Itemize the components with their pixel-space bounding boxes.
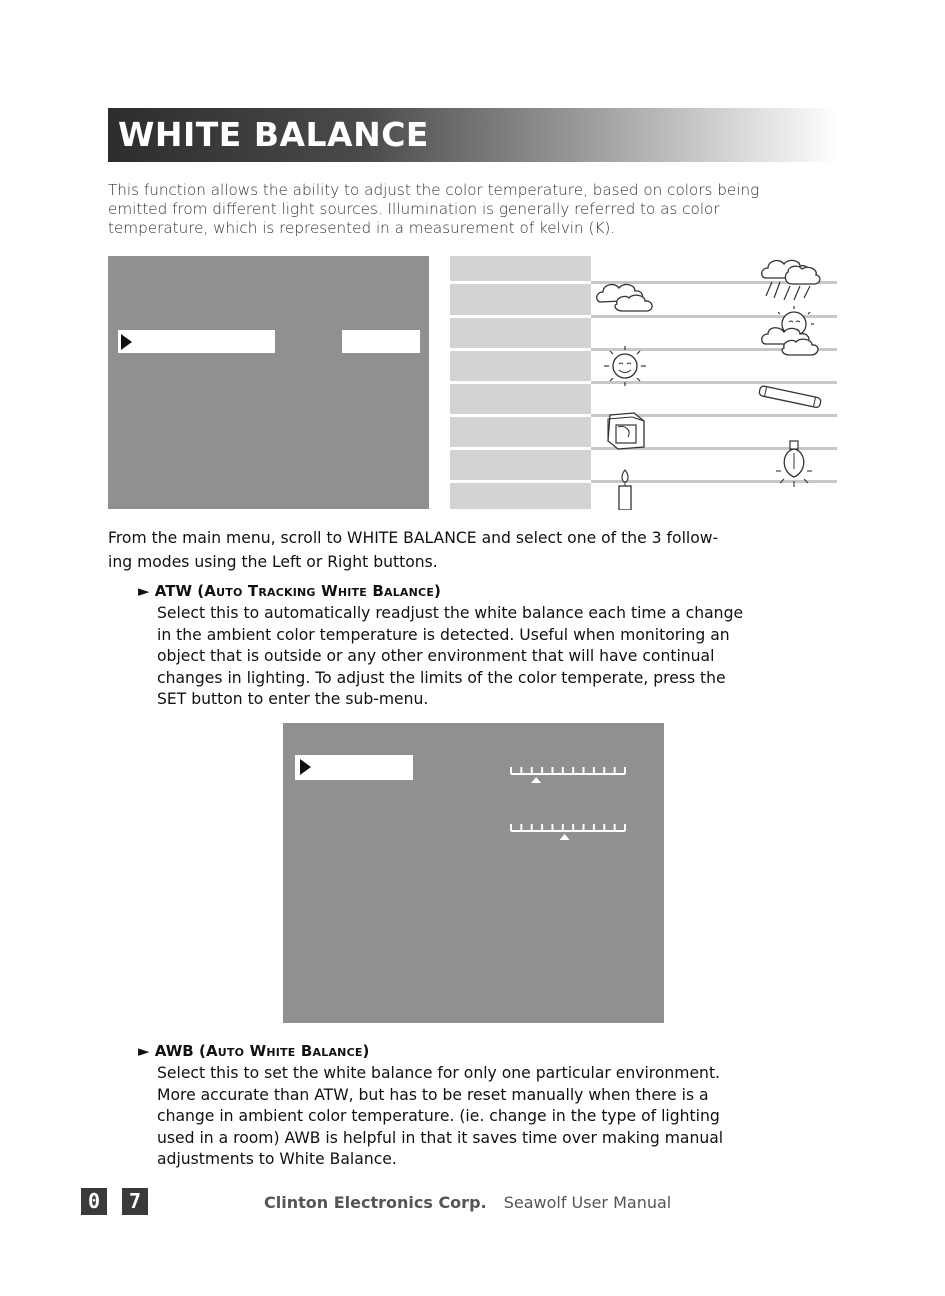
temp-cell: [450, 450, 591, 480]
atw-heading: [138, 582, 838, 600]
page-title-bar: [108, 108, 838, 162]
limit-slider: [511, 824, 625, 840]
mode-name: AWB: [154, 1042, 194, 1060]
page-title: WHITE BALANCE: [118, 115, 429, 154]
desc-line: Select this to automatically readjust the white balance each time a change: [157, 604, 744, 622]
temp-cell: [450, 351, 591, 381]
light-bulb-icon: [774, 439, 814, 491]
mode-subtitle: (Auto Tracking White Balance): [197, 582, 442, 600]
desc-line: object that is outside or any other environment that will have continual: [157, 647, 715, 666]
sun-cloud-icon: [758, 304, 828, 362]
company-name: Clinton Electronics Corp.: [264, 1193, 487, 1212]
fluorescent-tube-icon: [755, 384, 827, 410]
desc-line: SET button to enter the sub-menu.: [157, 690, 429, 709]
cloud-icon: [595, 280, 657, 314]
bullet-arrow-icon: ►: [138, 1042, 150, 1060]
atw-mode-section: [138, 582, 838, 711]
instruction-line: ing modes using the Left or Right buttons.: [108, 553, 438, 571]
page-number-digit: 7: [122, 1188, 148, 1215]
temp-cell: [450, 256, 591, 281]
desc-line: changes in lighting. To adjust the limits of the color temperate, press the: [157, 668, 726, 687]
slider-marker-icon: [560, 834, 570, 840]
bullet-arrow-icon: ►: [138, 582, 150, 600]
desc-line: Select this to set the white balance for only one particular environment.: [157, 1064, 721, 1082]
awb-mode-section: [138, 1042, 838, 1171]
instruction-line: From the main menu, scroll to WHITE BALANCE and select one of the 3 follow-: [108, 529, 719, 547]
page-number-digit: 0: [81, 1188, 107, 1215]
limit-sliders: [283, 723, 664, 1023]
osd-selected-row: [118, 330, 275, 353]
osd-menu-screen: [108, 256, 429, 509]
osd-value-box: [342, 330, 420, 353]
desc-line: in the ambient color temperature is detected. Useful when monitoring an: [157, 625, 730, 644]
desc-line: adjustments to White Balance.: [157, 1150, 397, 1169]
manual-name: Seawolf User Manual: [503, 1193, 672, 1212]
temp-cell: [450, 384, 591, 414]
awb-heading: [138, 1042, 838, 1060]
desc-line: More accurate than ATW, but has to be reset manually when there is a: [157, 1085, 709, 1104]
slider-marker-icon: [531, 777, 541, 783]
mode-subtitle: (Auto White Balance): [198, 1042, 370, 1060]
limit-slider: [511, 767, 625, 783]
desc-line: used in a room) AWB is helpful in that it saves time over making manual: [157, 1128, 724, 1147]
color-temperature-chart: [450, 256, 837, 509]
candle-icon: [616, 468, 634, 510]
temp-cell: [450, 318, 591, 348]
atw-submenu-screen: [283, 723, 664, 1023]
desc-line: change in ambient color temperature. (ie. change in the type of lighting: [157, 1107, 720, 1126]
intro-line: emitted from different light sources. Illumination is generally referred to as color: [108, 200, 720, 218]
atw-description: [157, 603, 838, 711]
intro-line: This function allows the ability to adjust the color temperature, based on colors being: [108, 181, 760, 199]
mode-name: ATW: [154, 582, 193, 600]
temp-cell: [450, 417, 591, 447]
intro-line: temperature, which is represented in a measurement of kelvin (K).: [108, 219, 616, 237]
lamp-icon: [604, 411, 648, 453]
rain-cloud-icon: [758, 256, 828, 300]
footer-text: [264, 1193, 671, 1212]
intro-paragraph: [108, 181, 828, 238]
instruction-paragraph: [108, 526, 833, 574]
awb-description: [157, 1063, 838, 1171]
temp-cell: [450, 284, 591, 315]
sun-icon: [600, 344, 650, 388]
temp-cell: [450, 483, 591, 509]
selection-arrow-icon: [121, 334, 132, 350]
